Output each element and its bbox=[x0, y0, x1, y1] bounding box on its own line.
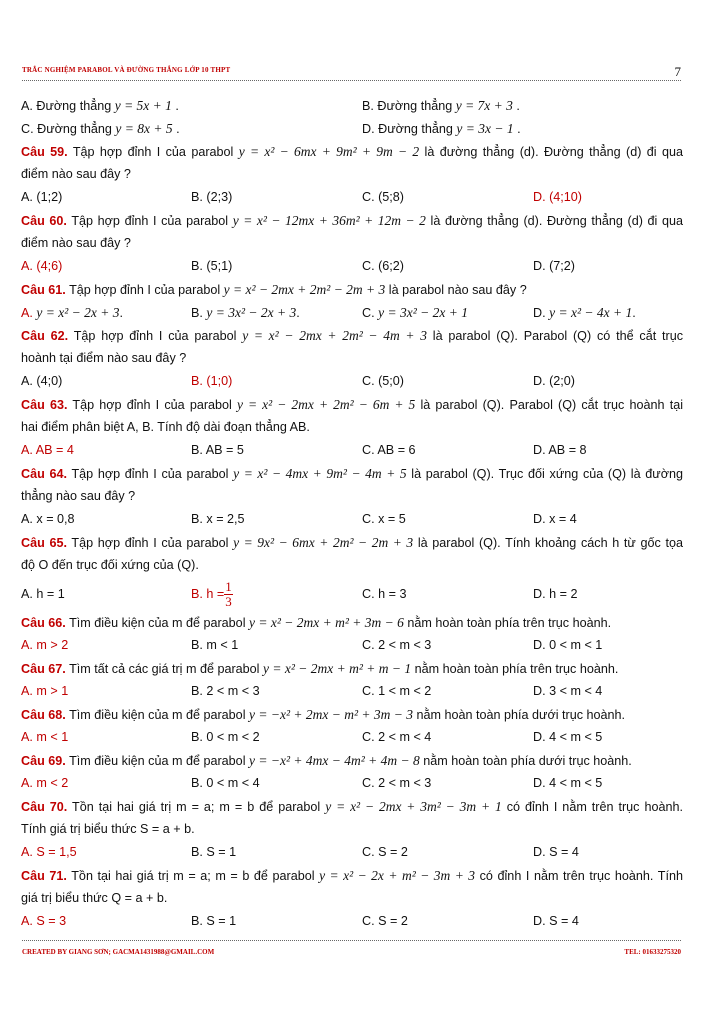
option-b: B. m < 1 bbox=[191, 638, 239, 652]
fraction-one-third: $\frac{1}{3}$ bbox=[225, 579, 232, 610]
option-row bbox=[21, 370, 683, 393]
question-63: Câu 63. Tập hợp đỉnh I của parabol y = x² − 2mx + 2m² − 6m + 5 là parabol (Q). Parabol (Q) cắt trục hoành tại bbox=[21, 397, 683, 412]
option-a-answer: A. (4;6) bbox=[21, 259, 63, 273]
option-a-answer: A. m > 2 bbox=[21, 638, 69, 652]
option-d: D. (2;0) bbox=[533, 374, 575, 388]
option-row bbox=[21, 117, 683, 140]
question-59-cont: điểm nào sau đây ? bbox=[21, 167, 131, 181]
option-d: D. Đường thẳng y = 3x − 1 . bbox=[362, 121, 521, 136]
option-row bbox=[21, 577, 683, 611]
option-b-answer: B. (1;0) bbox=[191, 374, 233, 388]
option-c: C. x = 5 bbox=[362, 512, 406, 526]
option-row bbox=[21, 439, 683, 462]
option-a: A. x = 0,8 bbox=[21, 512, 75, 526]
option-d: D. (7;2) bbox=[533, 259, 575, 273]
option-row bbox=[21, 301, 683, 324]
option-c: C. (5;8) bbox=[362, 190, 404, 204]
question-60-cont: điểm nào sau đây ? bbox=[21, 236, 131, 250]
option-c: C. (5;0) bbox=[362, 374, 404, 388]
question-67: Câu 67. Tìm tất cả các giá trị m để parabol y = x² − 2mx + m² + m − 1 nằm hoàn toàn phía trên trục hoành. bbox=[21, 661, 619, 676]
page-number: 7 bbox=[674, 64, 681, 79]
option-d: D. S = 4 bbox=[533, 914, 579, 928]
option-row bbox=[21, 910, 683, 933]
question-66: Câu 66. Tìm điều kiện của m để parabol y = x² − 2mx + m² + 3m − 6 nằm hoàn toàn phía trên trục hoành. bbox=[21, 615, 612, 630]
question-70: Câu 70. Tồn tại hai giá trị m = a; m = b để parabol y = x² − 2mx + 3m² − 3m + 1 có đỉnh I nằm trên trục hoành. bbox=[21, 799, 683, 814]
option-d: D. h = 2 bbox=[533, 587, 578, 601]
option-b: B. 0 < m < 4 bbox=[191, 776, 260, 790]
option-a: A. (4;0) bbox=[21, 374, 63, 388]
option-a: A. (1;2) bbox=[21, 190, 63, 204]
option-row bbox=[21, 841, 683, 864]
option-a: A. h = 1 bbox=[21, 587, 65, 601]
header-divider bbox=[22, 80, 681, 81]
option-a-answer: A. m > 1 bbox=[21, 684, 69, 698]
option-d: D. AB = 8 bbox=[533, 443, 587, 457]
option-row bbox=[21, 255, 683, 278]
question-64-cont: thẳng nào sau đây ? bbox=[21, 489, 136, 503]
page-header-title: TRẮC NGHIỆM PARABOL VÀ ĐƯỜNG THẲNG LỚP 10 THPT bbox=[22, 66, 231, 74]
option-b: B. 2 < m < 3 bbox=[191, 684, 260, 698]
option-row bbox=[21, 508, 683, 531]
option-b-answer: B. h = $\frac{1}{3}$ bbox=[191, 579, 232, 610]
option-c: C. h = 3 bbox=[362, 587, 407, 601]
option-c: C. S = 2 bbox=[362, 845, 408, 859]
question-64: Câu 64. Tập hợp đỉnh I của parabol y = x² − 4mx + 9m² − 4m + 5 là parabol (Q). Trục đối xứng của (Q) là đường bbox=[21, 466, 683, 481]
option-d: D. x = 4 bbox=[533, 512, 577, 526]
question-65: Câu 65. Tập hợp đỉnh I của parabol y = 9x² − 6mx + 2m² − 2m + 3 là parabol (Q). Tính khoảng cách h từ gốc tọa bbox=[21, 535, 684, 550]
question-59: Câu 59. Tập hợp đỉnh I của parabol y = x² − 6mx + 9m² + 9m − 2 là đường thẳng (d). Đường thẳng (d) đi qua bbox=[21, 144, 683, 159]
question-62-cont: hoành tại điểm nào sau đây ? bbox=[21, 351, 187, 365]
option-d: D. 4 < m < 5 bbox=[533, 730, 603, 744]
option-b: B. Đường thẳng y = 7x + 3 . bbox=[362, 98, 520, 113]
option-d: D. 3 < m < 4 bbox=[533, 684, 603, 698]
option-row bbox=[21, 680, 683, 703]
question-63-cont: hai điểm phân biệt A, B. Tính độ dài đoạn thẳng AB. bbox=[21, 420, 310, 434]
option-a-answer: A. m < 2 bbox=[21, 776, 69, 790]
option-d: D. y = x² − 4x + 1. bbox=[533, 305, 636, 320]
option-c: C. AB = 6 bbox=[362, 443, 416, 457]
option-c: C. 2 < m < 3 bbox=[362, 638, 432, 652]
question-71: Câu 71. Tồn tại hai giá trị m = a; m = b để parabol y = x² − 2x + m² − 3m + 3 có đỉnh I nằm trên trục hoành. Tính bbox=[21, 868, 683, 883]
question-61: Câu 61. Tập hợp đỉnh I của parabol y = x² − 2mx + 2m² − 2m + 3 là parabol nào sau đây ? bbox=[21, 282, 527, 297]
question-68: Câu 68. Tìm điều kiện của m để parabol y = −x² + 2mx − m² + 3m − 3 nằm hoàn toàn phía dưới trục hoành. bbox=[21, 707, 626, 722]
question-70-cont: Tính giá trị biểu thức S = a + b. bbox=[21, 822, 195, 836]
option-c: C. Đường thẳng y = 8x + 5 . bbox=[21, 121, 180, 136]
footer-phone: TEL: 01633275320 bbox=[624, 948, 681, 956]
footer-divider bbox=[22, 940, 681, 941]
option-b: B. (5;1) bbox=[191, 259, 233, 273]
option-b: B. 0 < m < 2 bbox=[191, 730, 260, 744]
option-a-answer: A. m < 1 bbox=[21, 730, 69, 744]
option-c: C. 2 < m < 3 bbox=[362, 776, 432, 790]
option-c: C. S = 2 bbox=[362, 914, 408, 928]
question-62: Câu 62. Tập hợp đỉnh I của parabol y = x² − 2mx + 2m² − 4m + 3 là parabol (Q). Parabol (Q) có thể cắt trục bbox=[21, 328, 684, 343]
option-a: A. Đường thẳng y = 5x + 1 . bbox=[21, 98, 179, 113]
option-d: D. S = 4 bbox=[533, 845, 579, 859]
question-list bbox=[21, 94, 683, 933]
option-b: B. S = 1 bbox=[191, 845, 237, 859]
option-row bbox=[21, 94, 683, 117]
option-c: C. 2 < m < 4 bbox=[362, 730, 432, 744]
option-a-answer: A. y = x² − 2x + 3. bbox=[21, 305, 124, 320]
question-69: Câu 69. Tìm điều kiện của m để parabol y = −x² + 4mx − 4m² + 4m − 8 nằm hoàn toàn phía dưới trục hoành. bbox=[21, 753, 632, 768]
question-60: Câu 60. Tập hợp đỉnh I của parabol y = x² − 12mx + 36m² + 12m − 2 là đường thẳng (d). Đường thẳng (d) đi qua bbox=[21, 213, 683, 228]
option-a-answer: A. AB = 4 bbox=[21, 443, 74, 457]
option-b: B. S = 1 bbox=[191, 914, 237, 928]
option-d: D. 4 < m < 5 bbox=[533, 776, 603, 790]
footer-author: CREATED BY GIANG SƠN; GACMA1431988@GMAIL.COM bbox=[22, 948, 215, 956]
option-row bbox=[21, 772, 683, 795]
option-a-answer: A. S = 1,5 bbox=[21, 845, 77, 859]
question-65-cont: độ O đến trục đối xứng của (Q). bbox=[21, 558, 199, 572]
option-row bbox=[21, 726, 683, 749]
option-c: C. (6;2) bbox=[362, 259, 404, 273]
option-d: D. 0 < m < 1 bbox=[533, 638, 603, 652]
option-c: C. y = 3x² − 2x + 1 bbox=[362, 305, 468, 320]
option-b: B. y = 3x² − 2x + 3. bbox=[191, 305, 300, 320]
option-b: B. x = 2,5 bbox=[191, 512, 245, 526]
option-c: C. 1 < m < 2 bbox=[362, 684, 432, 698]
option-a-answer: A. S = 3 bbox=[21, 914, 67, 928]
option-row bbox=[21, 634, 683, 657]
option-row bbox=[21, 186, 683, 209]
question-71-cont: giá trị biểu thức Q = a + b. bbox=[21, 891, 168, 905]
option-d-answer: D. (4;10) bbox=[533, 190, 582, 204]
option-b: B. AB = 5 bbox=[191, 443, 244, 457]
option-b: B. (2;3) bbox=[191, 190, 233, 204]
